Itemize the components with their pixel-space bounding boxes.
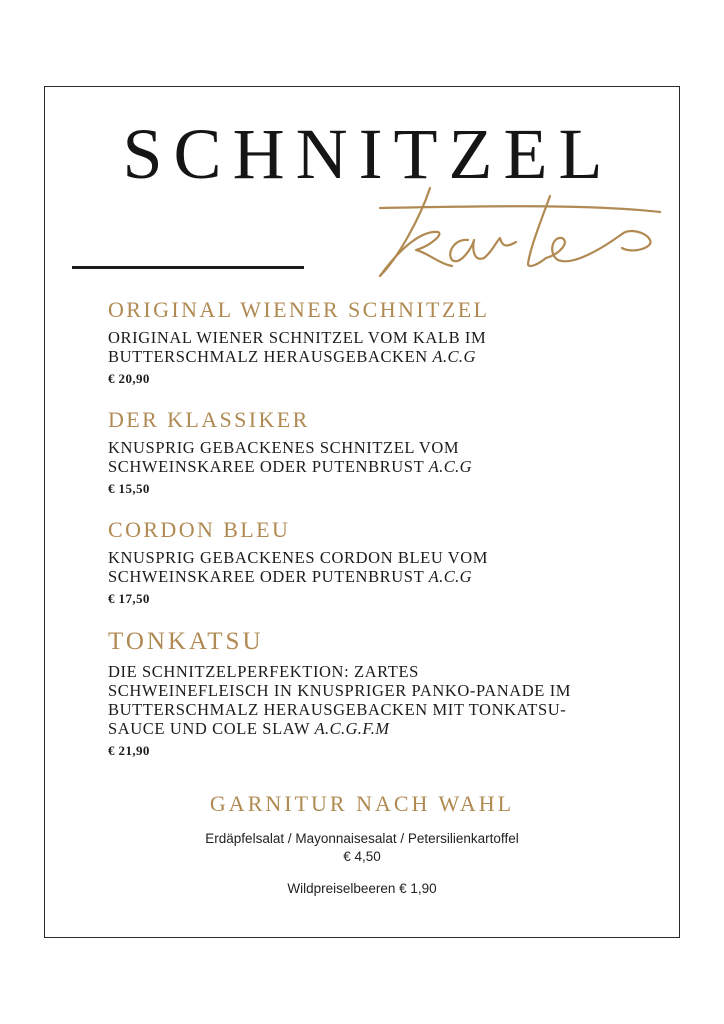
item-allergens: A.C.G xyxy=(432,347,476,366)
menu-item xyxy=(108,406,578,516)
script-word-text xyxy=(0,0,1,1)
item-price: € 17,50 xyxy=(108,591,150,606)
item-name: TONKATSU xyxy=(108,628,264,655)
item-name: DER KLASSIKER xyxy=(108,407,310,432)
page-title: SCHNITZEL xyxy=(122,114,614,194)
item-description xyxy=(108,662,578,738)
item-description xyxy=(108,328,578,366)
salads-price: € 4,50 xyxy=(343,849,381,864)
item-description xyxy=(108,438,578,476)
item-price: € 15,50 xyxy=(108,481,150,496)
cranberries-option: Wildpreiselbeeren € 1,90 xyxy=(287,881,437,896)
garnitur-title: GARNITUR NACH WAHL xyxy=(209,791,515,816)
salads-options: Erdäpfelsalat / Mayonnaisesalat / Petersilienkartoffel xyxy=(205,831,519,846)
decorative-rule xyxy=(72,266,304,269)
item-name: ORIGINAL WIENER SCHNITZEL xyxy=(108,297,490,322)
menu-list xyxy=(108,296,578,760)
item-price: € 20,90 xyxy=(108,371,150,386)
menu-item xyxy=(108,516,578,628)
item-allergens: A.C.G xyxy=(428,457,472,476)
item-name: CORDON BLEU xyxy=(108,517,291,542)
item-description-text: KNUSPRIG GEBACKENES SCHNITZEL VOM SCHWEINSKAREE ODER PUTENBRUST xyxy=(108,438,460,476)
item-description-text: DIE SCHNITZELPERFEKTION: ZARTES SCHWEINEFLEISCH IN KNUSPRIGER PANKO-PANADE IM BUTTERSCHMALZ HERAUSGEBACKEN MIT TONKATSU-SAUCE UND COLE SLAW xyxy=(108,662,572,738)
garnitur-section xyxy=(0,790,724,898)
script-word-karte xyxy=(360,168,680,298)
item-description xyxy=(108,548,578,586)
menu-item xyxy=(108,628,578,760)
item-description-text: KNUSPRIG GEBACKENES CORDON BLEU VOM SCHWEINSKAREE ODER PUTENBRUST xyxy=(108,548,489,586)
item-allergens: A.C.G.F.M xyxy=(314,719,390,738)
item-description-text: ORIGINAL WIENER SCHNITZEL VOM KALB IM BUTTERSCHMALZ HERAUSGEBACKEN xyxy=(108,328,487,366)
menu-item xyxy=(108,296,578,406)
item-price: € 21,90 xyxy=(108,743,150,758)
item-allergens: A.C.G xyxy=(428,567,472,586)
